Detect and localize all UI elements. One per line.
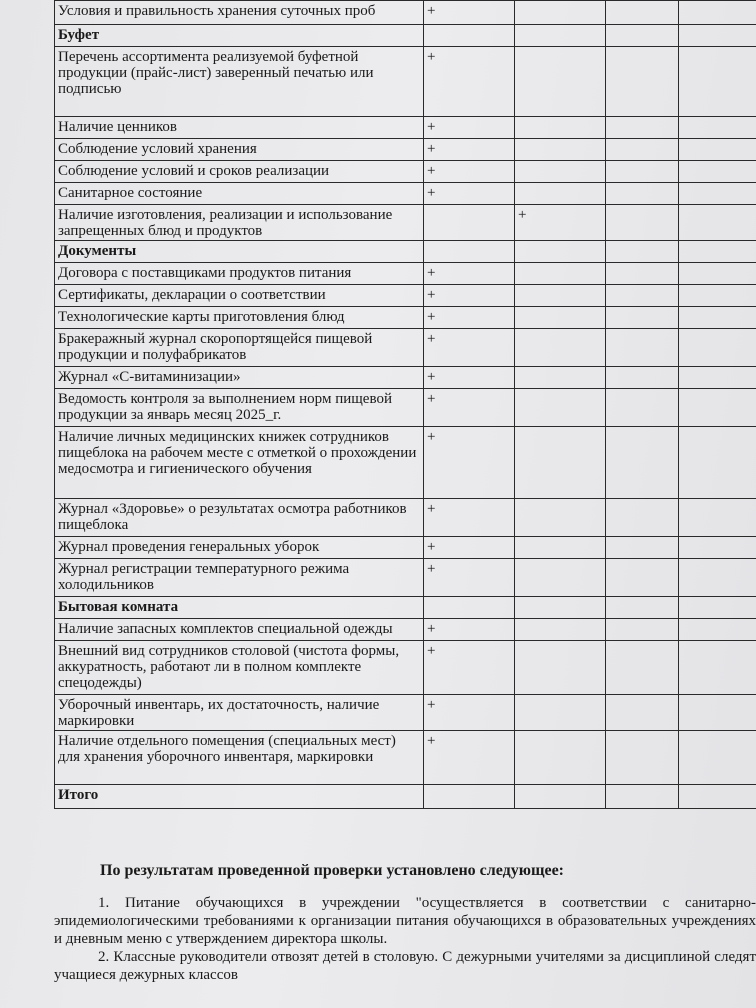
plus-mark: +: [427, 391, 436, 407]
section-row: [55, 785, 756, 809]
findings-section: [54, 862, 756, 984]
mark-cell: [606, 241, 679, 263]
mark-cell: [515, 117, 606, 139]
mark-cell: [679, 597, 756, 619]
finding-paragraph-1: 1. Питание обучающихся в учреждении "осуществляется в соответствии с санитарно-эпидемиологическими требованиями к организации питания обучающихся в образовательных учреждениях и дневным меню с утверждением директора школы.: [54, 895, 756, 947]
mark-cell: [424, 785, 515, 809]
plus-mark: +: [427, 621, 436, 637]
table-row: [55, 559, 756, 597]
criterion-text: Соблюдение условий хранения: [55, 139, 424, 161]
table-row: [55, 641, 756, 695]
criterion-text: Санитарное состояние: [55, 183, 424, 205]
mark-cell: [515, 263, 606, 285]
mark-cell: [515, 307, 606, 329]
table-row: [55, 389, 756, 427]
mark-cell: [424, 427, 515, 499]
mark-cell: [515, 559, 606, 597]
mark-cell: [679, 307, 756, 329]
plus-mark: +: [427, 697, 436, 713]
mark-cell: [679, 241, 756, 263]
mark-cell: [679, 161, 756, 183]
table-row: [55, 205, 756, 241]
mark-cell: [515, 47, 606, 117]
plus-mark: +: [427, 539, 436, 555]
mark-cell: [515, 161, 606, 183]
section-title: Документы: [55, 241, 424, 263]
findings-heading: По результатам проведенной проверки установлено следующее:: [100, 862, 564, 879]
mark-cell: [679, 263, 756, 285]
criterion-text: Договора с поставщиками продуктов питания: [55, 263, 424, 285]
mark-cell: [424, 597, 515, 619]
inspection-checklist-table: [54, 0, 756, 809]
plus-mark: +: [427, 561, 436, 577]
mark-cell: [424, 139, 515, 161]
table-row: [55, 263, 756, 285]
criterion-text: Внешний вид сотрудников столовой (чистота формы, аккуратность, работают ли в полном комплекте спецодежды): [55, 641, 424, 695]
table-row: [55, 427, 756, 499]
mark-cell: [606, 731, 679, 785]
plus-mark: +: [427, 733, 436, 749]
table-row: [55, 731, 756, 785]
mark-cell: [679, 1, 756, 25]
criterion-text: Уборочный инвентарь, их достаточность, наличие маркировки: [55, 695, 424, 731]
table-row: [55, 47, 756, 117]
mark-cell: [606, 559, 679, 597]
mark-cell: [424, 183, 515, 205]
mark-cell: [606, 183, 679, 205]
table-row: [55, 367, 756, 389]
mark-cell: [606, 389, 679, 427]
mark-cell: [606, 427, 679, 499]
mark-cell: [515, 183, 606, 205]
mark-cell: [424, 205, 515, 241]
mark-cell: [424, 641, 515, 695]
criterion-text: Соблюдение условий и сроков реализации: [55, 161, 424, 183]
mark-cell: [606, 499, 679, 537]
mark-cell: [679, 389, 756, 427]
mark-cell: [606, 785, 679, 809]
mark-cell: [424, 389, 515, 427]
mark-cell: [515, 205, 606, 241]
mark-cell: [606, 597, 679, 619]
mark-cell: [606, 537, 679, 559]
criterion-text: Наличие личных медицинских книжек сотрудников пищеблока на рабочем месте с отметкой о прохождении медосмотра и гигиенического обучения: [55, 427, 424, 499]
section-title: Буфет: [55, 25, 424, 47]
criterion-text: Перечень ассортимента реализуемой буфетной продукции (прайс-лист) заверенный печатью или подписью: [55, 47, 424, 117]
mark-cell: [515, 241, 606, 263]
mark-cell: [515, 25, 606, 47]
mark-cell: [679, 183, 756, 205]
plus-mark: +: [427, 287, 436, 303]
mark-cell: [424, 285, 515, 307]
mark-cell: [424, 1, 515, 25]
criterion-text: Журнал «Здоровье» о результатах осмотра работников пищеблока: [55, 499, 424, 537]
plus-mark: +: [427, 369, 436, 385]
mark-cell: [515, 537, 606, 559]
criterion-text: Журнал «С-витаминизации»: [55, 367, 424, 389]
mark-cell: [515, 597, 606, 619]
plus-mark: +: [427, 309, 436, 325]
mark-cell: [515, 785, 606, 809]
mark-cell: [679, 25, 756, 47]
mark-cell: [424, 499, 515, 537]
mark-cell: [679, 117, 756, 139]
mark-cell: [515, 619, 606, 641]
mark-cell: [424, 263, 515, 285]
mark-cell: [606, 161, 679, 183]
mark-cell: [515, 367, 606, 389]
plus-mark: +: [427, 265, 436, 281]
mark-cell: [424, 241, 515, 263]
table-row: [55, 1, 756, 25]
mark-cell: [424, 731, 515, 785]
mark-cell: [679, 427, 756, 499]
mark-cell: [679, 559, 756, 597]
section-title: Бытовая комната: [55, 597, 424, 619]
mark-cell: [515, 695, 606, 731]
section-row: [55, 597, 756, 619]
table-row: [55, 161, 756, 183]
mark-cell: [515, 329, 606, 367]
criterion-text: Ведомость контроля за выполнением норм пищевой продукции за январь месяц 2025_г.: [55, 389, 424, 427]
table-row: [55, 183, 756, 205]
plus-mark: +: [518, 207, 527, 223]
table-row: [55, 329, 756, 367]
criterion-text: Условия и правильность хранения суточных проб: [55, 1, 424, 25]
table-row: [55, 117, 756, 139]
checklist-body: [55, 1, 756, 809]
mark-cell: [606, 263, 679, 285]
plus-mark: +: [427, 141, 436, 157]
mark-cell: [424, 619, 515, 641]
mark-cell: [606, 285, 679, 307]
mark-cell: [424, 537, 515, 559]
mark-cell: [515, 1, 606, 25]
mark-cell: [606, 47, 679, 117]
mark-cell: [679, 731, 756, 785]
mark-cell: [679, 329, 756, 367]
mark-cell: [424, 329, 515, 367]
mark-cell: [679, 205, 756, 241]
mark-cell: [515, 389, 606, 427]
table-row: [55, 499, 756, 537]
table-row: [55, 307, 756, 329]
plus-mark: +: [427, 185, 436, 201]
criterion-text: Наличие запасных комплектов специальной одежды: [55, 619, 424, 641]
mark-cell: [606, 117, 679, 139]
mark-cell: [424, 161, 515, 183]
mark-cell: [606, 641, 679, 695]
plus-mark: +: [427, 429, 436, 445]
mark-cell: [606, 139, 679, 161]
criterion-text: Наличие отдельного помещения (специальных мест) для хранения уборочного инвентаря, маркировки: [55, 731, 424, 785]
mark-cell: [606, 205, 679, 241]
mark-cell: [424, 47, 515, 117]
mark-cell: [424, 117, 515, 139]
criterion-text: Сертификаты, декларации о соответствии: [55, 285, 424, 307]
mark-cell: [424, 307, 515, 329]
mark-cell: [679, 285, 756, 307]
mark-cell: [424, 695, 515, 731]
mark-cell: [606, 1, 679, 25]
plus-mark: +: [427, 119, 436, 135]
mark-cell: [679, 47, 756, 117]
section-title: Итого: [55, 785, 424, 809]
mark-cell: [515, 139, 606, 161]
criterion-text: Наличие изготовления, реализации и использование запрещенных блюд и продуктов: [55, 205, 424, 241]
mark-cell: [424, 367, 515, 389]
mark-cell: [679, 695, 756, 731]
table-row: [55, 619, 756, 641]
mark-cell: [424, 559, 515, 597]
plus-mark: +: [427, 501, 436, 517]
mark-cell: [679, 367, 756, 389]
section-row: [55, 25, 756, 47]
table-row: [55, 537, 756, 559]
mark-cell: [515, 641, 606, 695]
mark-cell: [679, 499, 756, 537]
plus-mark: +: [427, 3, 436, 19]
mark-cell: [679, 785, 756, 809]
mark-cell: [679, 537, 756, 559]
mark-cell: [679, 139, 756, 161]
plus-mark: +: [427, 643, 436, 659]
mark-cell: [606, 307, 679, 329]
criterion-text: Технологические карты приготовления блюд: [55, 307, 424, 329]
table-row: [55, 695, 756, 731]
criterion-text: Журнал регистрации температурного режима холодильников: [55, 559, 424, 597]
table-row: [55, 285, 756, 307]
criterion-text: Наличие ценников: [55, 117, 424, 139]
mark-cell: [515, 731, 606, 785]
mark-cell: [515, 499, 606, 537]
mark-cell: [515, 427, 606, 499]
finding-paragraph-2: 2. Классные руководители отвозят детей в столовую. С дежурными учителями за дисциплиной следят учащиеся дежурных классов: [54, 949, 756, 983]
table-row: [55, 139, 756, 161]
plus-mark: +: [427, 331, 436, 347]
mark-cell: [606, 329, 679, 367]
mark-cell: [606, 619, 679, 641]
mark-cell: [679, 641, 756, 695]
mark-cell: [606, 25, 679, 47]
mark-cell: [606, 367, 679, 389]
criterion-text: Бракеражный журнал скоропортящейся пищевой продукции и полуфабрикатов: [55, 329, 424, 367]
mark-cell: [424, 25, 515, 47]
plus-mark: +: [427, 163, 436, 179]
mark-cell: [679, 619, 756, 641]
plus-mark: +: [427, 49, 436, 65]
section-row: [55, 241, 756, 263]
mark-cell: [606, 695, 679, 731]
mark-cell: [515, 285, 606, 307]
criterion-text: Журнал проведения генеральных уборок: [55, 537, 424, 559]
